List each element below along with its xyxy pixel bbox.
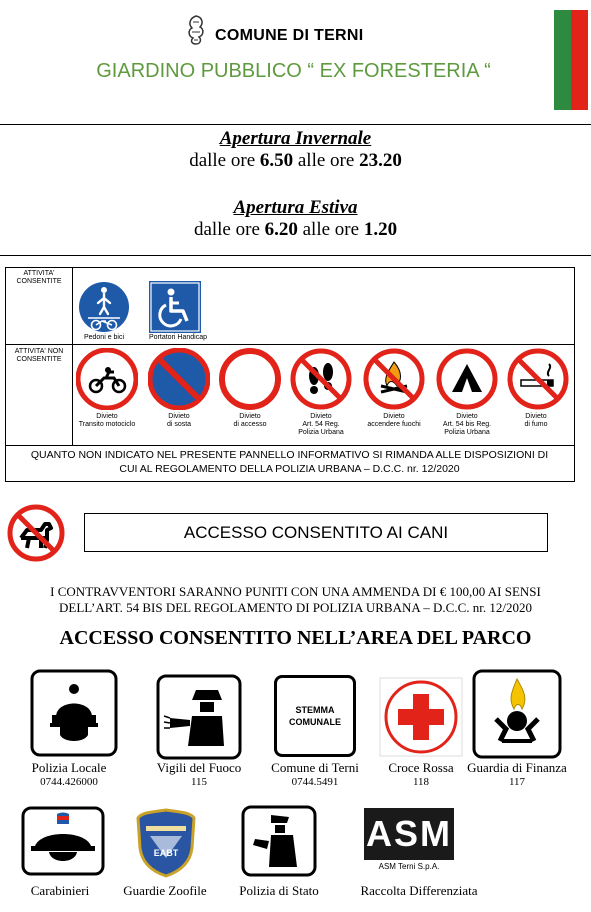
- firefighter-icon: [156, 674, 242, 760]
- no-motorcycle-icon: [76, 348, 138, 410]
- access-item-3: Croce Rossa 118: [388, 760, 454, 788]
- badge-text: EABT: [153, 848, 179, 858]
- pedestrian-bicycle-icon: [78, 281, 130, 333]
- red-cross-icon: [379, 677, 463, 757]
- dogs-allowed-box: ACCESSO CONSENTITO AI CANI: [84, 513, 548, 552]
- winter-hours: dalle ore 6.50 alle ore 23.20: [189, 150, 402, 171]
- allowed-label-0: Pedoni e bici: [83, 334, 125, 341]
- forbidden-label: ATTIVITA' NON CONSENTITE: [14, 348, 64, 363]
- access-item-5: Carabinieri: [30, 883, 90, 898]
- access-item-4: Guardia di Finanza 117: [467, 760, 567, 788]
- access-item-6: Guardie Zoofile: [123, 883, 207, 898]
- no-entry-icon: [219, 348, 281, 410]
- divider: [0, 124, 591, 125]
- forbidden-label-5: Divieto Art. 54 bis Reg. Polizia Urbana: [442, 413, 492, 436]
- divider: [5, 344, 574, 345]
- access-item-0: Polizia Locale 0744.426000: [31, 760, 107, 788]
- forbidden-label-6: Divieto di fumo: [524, 413, 548, 428]
- forbidden-label-2: Divieto di accesso: [233, 413, 267, 428]
- forbidden-label-0: Divieto Transito motociclo: [78, 413, 136, 428]
- no-footprints-icon: [290, 348, 352, 410]
- page-title: GIARDINO PUBBLICO “ EX FORESTERIA “: [96, 60, 491, 82]
- asm-logo-icon: ASM ASM Terni S.p.A.: [364, 808, 454, 876]
- access-item-1: Vigili del Fuoco 115: [156, 760, 242, 788]
- flame-emblem-icon: [472, 669, 562, 759]
- fine-notice: I CONTRAVVENTORI SARANNO PUNITI CON UNA AMMENDA DI € 100,00 AI SENSI DELL’ART. 54 BIS DEL REGOLAMENTO DI POLIZIA URBANA – D.C.C. nr. 12/2020: [50, 584, 541, 615]
- dog-icon: [7, 504, 65, 562]
- forbidden-label-1: Divieto di sosta: [166, 413, 192, 428]
- activities-footer-note: QUANTO NON INDICATO NEL PRESENTE PANNELLO INFORMATIVO SI RIMANDA ALLE DISPOSIZIONI DI CUI AL REGOLAMENTO DELLA POLIZIA URBANA – D.C.C. nr. 12/2020: [30, 449, 549, 475]
- access-item-2: Comune di Terni 0744.5491: [271, 760, 359, 788]
- carabinieri-icon: [21, 806, 105, 876]
- winter-title: Apertura Invernale: [219, 128, 372, 149]
- forbidden-label-3: Divieto Art. 54 Reg. Polizia Urbana: [298, 413, 344, 436]
- municipality-name: COMUNE DI TERNI: [215, 27, 364, 44]
- access-item-8: Raccolta Differenziata: [360, 883, 478, 898]
- no-smoking-icon: [507, 348, 569, 410]
- forbidden-label-4: Divieto accendere fuochi: [367, 413, 421, 428]
- allowed-label-1: Portatori Handicap: [149, 334, 207, 341]
- divider: [5, 445, 574, 446]
- state-police-icon: [241, 805, 317, 877]
- summer-hours: dalle ore 6.20 alle ore 1.20: [193, 219, 398, 240]
- police-helmet-icon: [30, 669, 118, 757]
- municipal-crest-icon: STEMMA COMUNALE: [274, 675, 356, 757]
- zoophile-badge-icon: [136, 808, 196, 878]
- no-fire-icon: [363, 348, 425, 410]
- terni-dragon-logo-icon: [184, 14, 208, 46]
- terni-flag: [554, 10, 588, 110]
- divider: [0, 255, 591, 256]
- access-title: ACCESSO CONSENTITO NELL’AREA DEL PARCO: [59, 627, 532, 649]
- no-parking-icon: [148, 348, 210, 410]
- wheelchair-icon: [149, 281, 201, 333]
- access-item-7: Polizia di Stato: [239, 883, 319, 898]
- allowed-label: ATTIVITA' CONSENTITE: [16, 270, 62, 285]
- summer-title: Apertura Estiva: [233, 197, 358, 218]
- no-camping-icon: [436, 348, 498, 410]
